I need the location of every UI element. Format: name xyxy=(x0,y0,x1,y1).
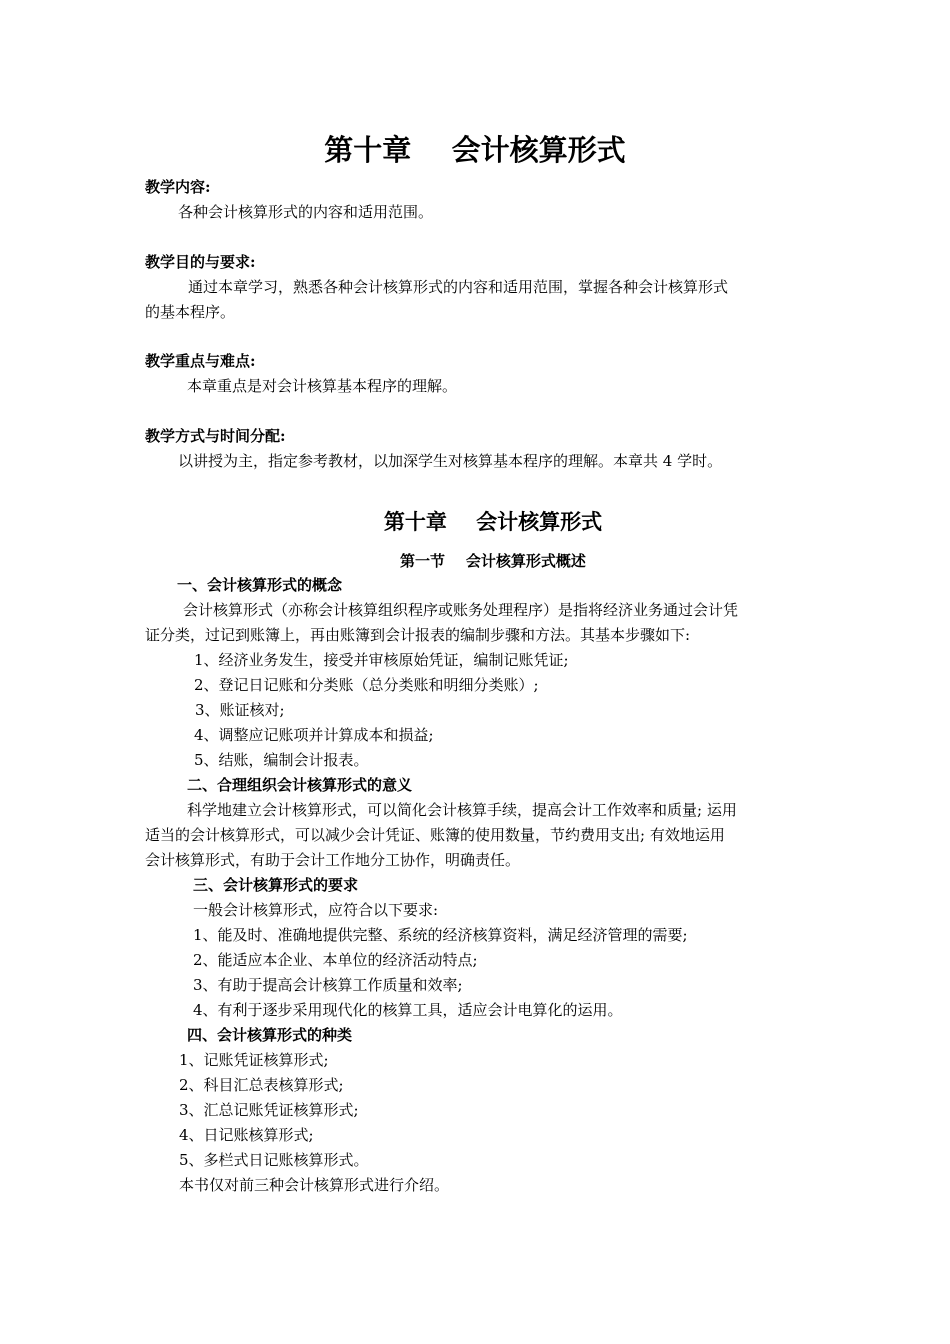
list-item: 5、多栏式日记账核算形式。 xyxy=(179,1151,369,1169)
section-heading-types: 四、会计核算形式的种类 xyxy=(187,1026,353,1044)
section-heading-concept: 一、会计核算形式的概念 xyxy=(177,576,343,594)
closing-note: 本书仅对前三种会计核算形式进行介绍。 xyxy=(179,1176,450,1194)
teaching-goals-heading: 教学目的与要求: xyxy=(145,253,256,271)
list-item: 1、能及时、准确地提供完整、系统的经济核算资料，满足经济管理的需要; xyxy=(193,926,688,944)
section-heading-significance: 二、合理组织会计核算形式的意义 xyxy=(187,776,413,794)
list-item: 3、有助于提高会计核算工作质量和效率; xyxy=(193,976,463,994)
list-item: 1、记账凭证核算形式; xyxy=(179,1051,329,1069)
section-heading-requirements: 三、会计核算形式的要求 xyxy=(193,876,359,894)
paragraph-line: 证分类，过记到账簿上，再由账簿到会计报表的编制步骤和方法。其基本步骤如下: xyxy=(145,626,691,644)
list-item: 3、账证核对; xyxy=(195,701,285,719)
paragraph-line: 科学地建立会计核算形式，可以简化会计核算手续，提高会计工作效率和质量; 运用 xyxy=(187,801,737,819)
list-item: 2、登记日记账和分类账（总分类账和明细分类账）; xyxy=(194,676,539,694)
list-item: 1、经济业务发生，接受并审核原始凭证，编制记账凭证; xyxy=(194,651,569,669)
chapter-title: 第十章 会计核算形式 xyxy=(383,509,603,534)
list-item: 5、结账，编制会计报表。 xyxy=(194,751,369,769)
paragraph-line: 会计核算形式（亦称会计核算组织程序或账务处理程序）是指将经济业务通过会计凭 xyxy=(183,601,739,619)
paragraph-line: 适当的会计核算形式，可以减少会计凭证、账簿的使用数量，节约费用支出; 有效地运用 xyxy=(145,826,725,844)
paragraph-line: 会计核算形式，有助于会计工作地分工协作，明确责任。 xyxy=(145,851,521,869)
page-title: 第十章 会计核算形式 xyxy=(324,133,626,167)
teaching-focus-text: 本章重点是对会计核算基本程序的理解。 xyxy=(187,377,458,395)
section-title: 第一节 会计核算形式概述 xyxy=(400,552,586,570)
teaching-goals-line1: 通过本章学习，熟悉各种会计核算形式的内容和适用范围，掌握各种会计核算形式 xyxy=(188,278,729,296)
paragraph-line: 一般会计核算形式，应符合以下要求: xyxy=(193,901,439,919)
teaching-goals-line2: 的基本程序。 xyxy=(145,303,236,321)
teaching-content-heading: 教学内容: xyxy=(145,178,211,196)
list-item: 3、汇总记账凭证核算形式; xyxy=(179,1101,359,1119)
list-item: 2、能适应本企业、本单位的经济活动特点; xyxy=(193,951,478,969)
list-item: 4、日记账核算形式; xyxy=(179,1126,314,1144)
list-item: 4、调整应记账项并计算成本和损益; xyxy=(194,726,434,744)
teaching-method-text: 以讲授为主，指定参考教材，以加深学生对核算基本程序的理解。本章共 4 学时。 xyxy=(178,452,723,470)
teaching-content-text: 各种会计核算形式的内容和适用范围。 xyxy=(178,203,434,221)
teaching-method-heading: 教学方式与时间分配: xyxy=(145,427,286,445)
list-item: 2、科目汇总表核算形式; xyxy=(179,1076,344,1094)
teaching-focus-heading: 教学重点与难点: xyxy=(145,352,256,370)
list-item: 4、有利于逐步采用现代化的核算工具，适应会计电算化的运用。 xyxy=(193,1001,623,1019)
